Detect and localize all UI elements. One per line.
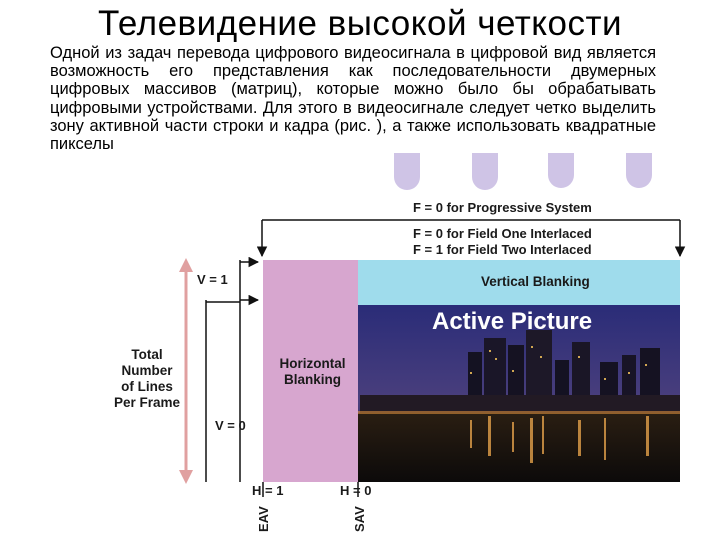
horizontal-blanking-label: Horizontal Blanking [279, 356, 346, 387]
f-progressive-label: F = 0 for Progressive System [413, 200, 592, 215]
h1-label: H = 1 [252, 483, 284, 498]
active-picture-label: Active Picture [432, 308, 593, 335]
f-field-two-label: F = 1 for Field Two Interlaced [413, 242, 592, 257]
v0-label: V = 0 [215, 418, 246, 433]
eav-label: EAV [256, 506, 271, 532]
h0-label: H = 0 [340, 483, 372, 498]
total-lines-label: Total Number of Lines Per Frame [113, 347, 181, 410]
sav-label: SAV [352, 506, 367, 532]
v1-label: V = 1 [197, 272, 228, 287]
f-field-one-label: F = 0 for Field One Interlaced [413, 226, 592, 241]
vertical-blanking-label: Vertical Blanking [481, 274, 590, 289]
slide-title: Телевидение высокой четкости [97, 4, 623, 43]
slide-paragraph: Одной из задач перевода цифрового видеосигнала в цифровой вид является возможность его представления как последовательности двумерных цифровых массивов (матриц), которые можно было бы обрабатывать цифровыми устройствами. Для этого в видеосигнале следует четко выделить зону активной части строки и кадра (рис. ), а также использовать квадратные пикселы [50, 44, 656, 154]
